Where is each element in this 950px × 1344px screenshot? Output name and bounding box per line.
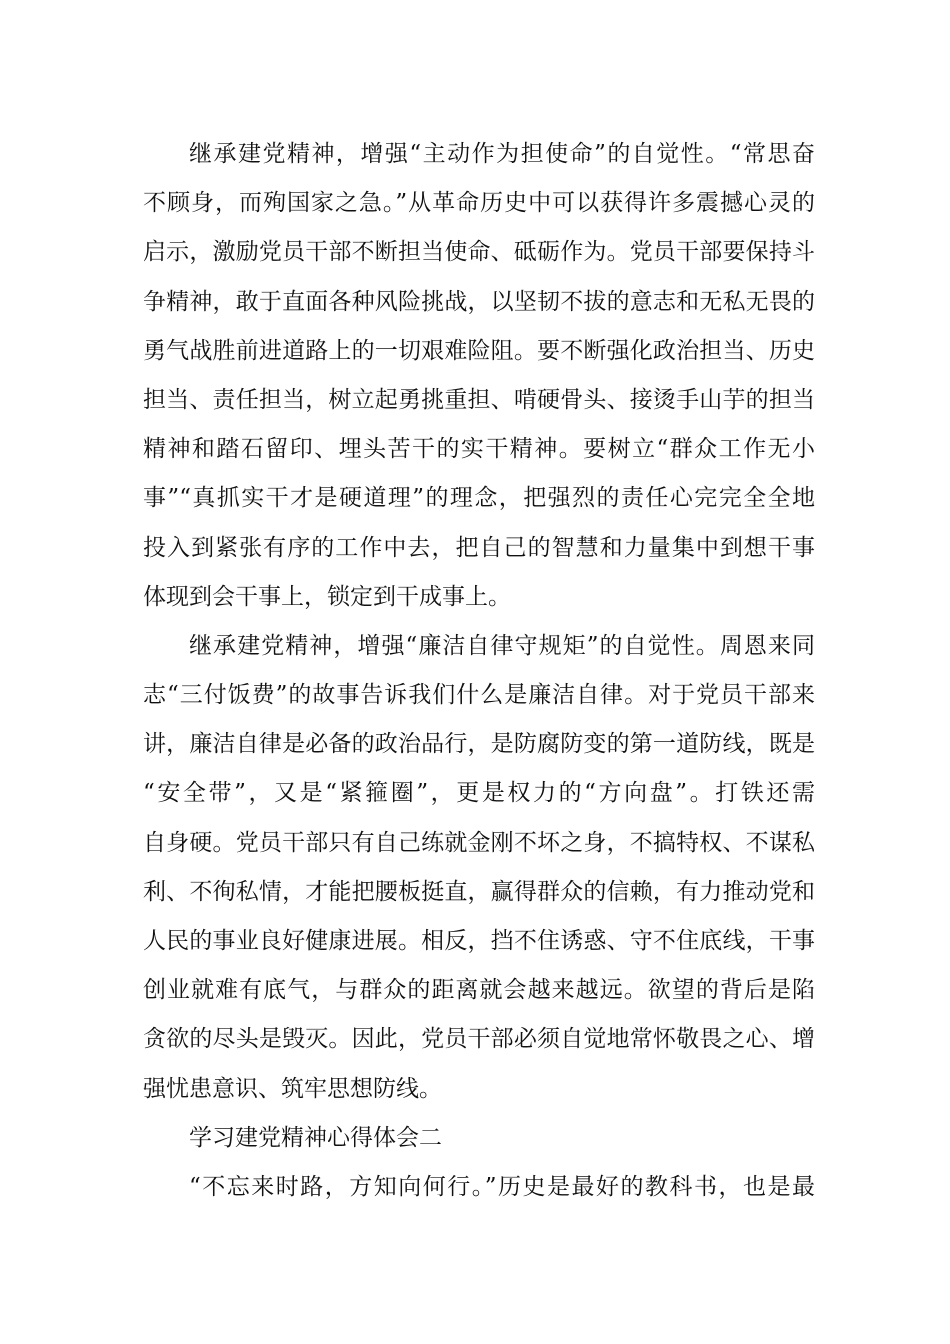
paragraph-line: 讲，廉洁自律是必备的政治品行，是防腐防变的第一道防线，既是 [143, 731, 815, 758]
paragraph-line: “不忘来时路，方知向何行。”历史是最好的教科书，也是最 [189, 1173, 815, 1200]
paragraph-line: 贪欲的尽头是毁灭。因此，党员干部必须自觉地常怀敬畏之心、增 [143, 1026, 815, 1053]
paragraph-line: 不顾身，而殉国家之急。”从革命历史中可以获得许多震撼心灵的 [143, 190, 815, 217]
paragraph-line: 人民的事业良好健康进展。相反，挡不住诱惑、守不住底线，干事 [143, 928, 815, 954]
paragraph-line: 精神和踏石留印、埋头苦干的实干精神。要树立“群众工作无小 [143, 436, 815, 463]
section-heading-text: 学习建党精神心得体会二 [189, 1124, 442, 1151]
paragraph-line: 利、不徇私情，才能把腰板挺直，赢得群众的信赖，有力推动党和 [143, 878, 815, 905]
paragraph-line: 志“三付饭费”的故事告诉我们什么是廉洁自律。对于党员干部来 [143, 682, 815, 709]
paragraph-line: “安全带”，又是“紧箍圈”，更是权力的“方向盘”。打铁还需 [143, 780, 815, 807]
paragraph-line: 勇气战胜前进道路上的一切艰难险阻。要不断强化政治担当、历史 [143, 337, 815, 364]
paragraph-line: 强忧患意识、筑牢思想防线。 [143, 1075, 442, 1102]
paragraph-line: 继承建党精神，增强“主动作为担使命”的自觉性。“常思奋 [189, 141, 815, 167]
paragraph-line: 体现到会干事上，锁定到干成事上。 [143, 583, 511, 610]
section-heading [143, 1114, 815, 1163]
paragraph-line: 继承建党精神，增强“廉洁自律守规矩”的自觉性。周恩来同 [189, 632, 815, 659]
paragraph-line: 启示，激励党员干部不断担当使命、砥砺作为。党员干部要保持斗 [143, 239, 815, 266]
paragraph-line: 事”“真抓实干才是硬道理”的理念，把强烈的责任心完完全全地 [143, 485, 815, 512]
paragraph-1 [143, 130, 815, 622]
paragraph-line: 投入到紧张有序的工作中去，把自己的智慧和力量集中到想干事 [143, 534, 815, 561]
document-body [143, 130, 815, 1212]
paragraph-line: 自身硬。党员干部只有自己练就金刚不坏之身，不搞特权、不谋私 [143, 829, 815, 856]
paragraph-line: 创业就难有底气，与群众的距离就会越来越远。欲望的背后是陷 [143, 977, 815, 1004]
paragraph-line: 担当、责任担当，树立起勇挑重担、啃硬骨头、接烫手山芋的担当 [143, 386, 815, 413]
paragraph-3 [143, 1163, 815, 1212]
paragraph-2 [143, 622, 815, 1114]
paragraph-line: 争精神，敢于直面各种风险挑战，以坚韧不拔的意志和无私无畏的 [143, 288, 815, 315]
